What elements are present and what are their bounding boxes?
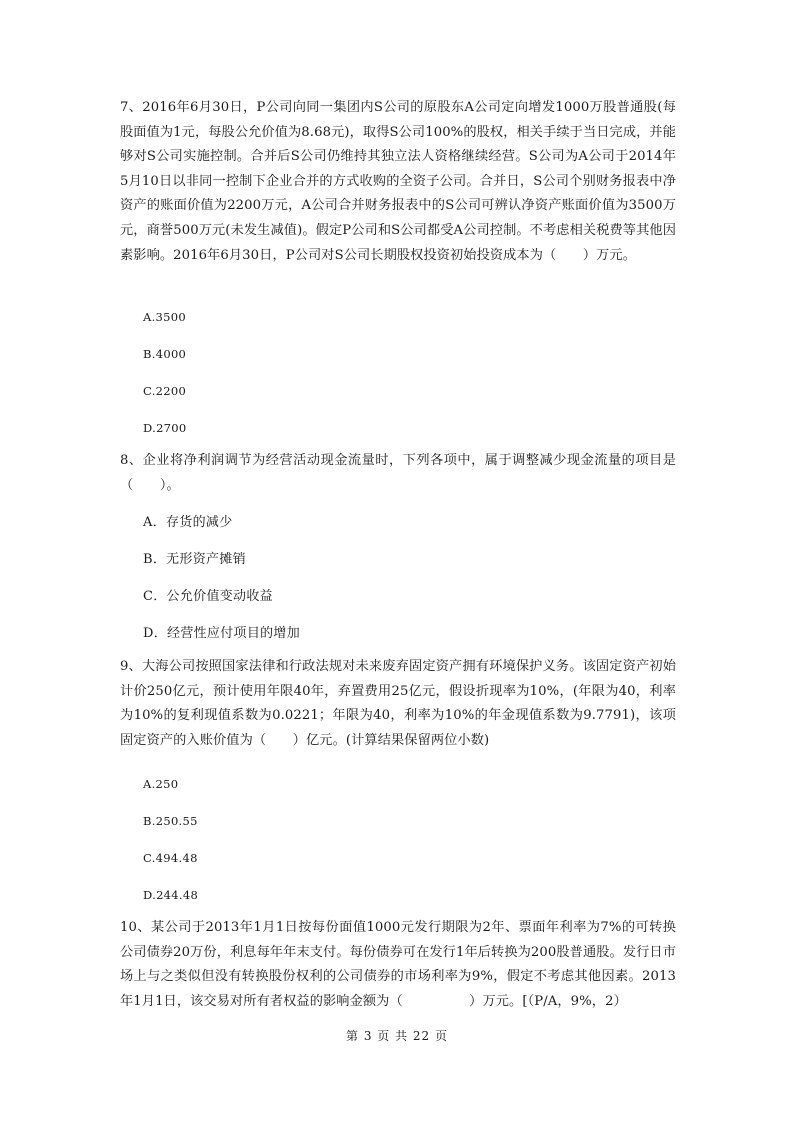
- question-9-option-c: C.494.48: [143, 851, 198, 865]
- question-7-text: 7、2016年6月30日，P公司向同一集团内S公司的原股东A公司定向增发1000万股普通股(每股面值为1元，每股公允价值为8.68元)，取得S公司100%的股权，相关手续于当日完成，并能够对S公司实施控制。合并后S公司仍维持其独立法人资格继续经营。S公司为A公司于2014年5月10日以非同一控制下企业合并的方式收购的全资子公司。合并日，S公司个别财务报表中净资产的账面价值为2200万元，A公司合并财务报表中的S公司可辨认净资产账面价值为3500万元，商誉500万元(未发生减值)。假定P公司和S公司都受A公司控制。不考虑相关税费等其他因素影响。2016年6月30日，P公司对S公司长期股权投资初始投资成本为（ ）万元。: [120, 100, 676, 263]
- question-9-text: 9、大海公司按照国家法律和行政法规对未来废弃固定资产拥有环境保护义务。该固定资产初始计价250亿元，预计使用年限40年，弃置费用25亿元，假设折现率为10%，(年限为40，利率为10%的复利现值系数为0.0221；年限为40，利率为10%的年金现值系数为9.7791)，该项固定资产的入账价值为（ ）亿元。(计算结果保留两位小数): [120, 659, 676, 748]
- question-8-text: 8、企业将净利润调节为经营活动现金流量时，下列各项中，属于调整减少现金流量的项目是（ ）。: [120, 453, 676, 493]
- question-7-option-d: D.2700: [143, 421, 187, 435]
- question-7-option-b: B.4000: [143, 347, 187, 361]
- question-8-option-b: B．无形资产摊销: [143, 552, 246, 567]
- question-9-option-d: D.244.48: [143, 888, 199, 902]
- page-footer: 第 3 页 共 22 页: [346, 1029, 448, 1043]
- question-8-option-a: A．存货的减少: [143, 515, 233, 530]
- question-8-option-d: D．经营性应付项目的增加: [143, 626, 301, 641]
- question-10-text: 10、某公司于2013年1月1日按每份面值1000元发行期限为2年、票面年利率为7%的可转换公司债券20万份，利息每年年末支付。每份债券可在发行1年后转换为200股普通股。发行日市场上与之类似但没有转换股份权利的公司债券的市场利率为9%，假定不考虑其他因素。2013年1月1日，该交易对所有者权益的影响金额为（ ）万元。[（P/A，9%，2）: [120, 920, 676, 1009]
- question-9-option-a: A.250: [143, 777, 179, 791]
- question-8-option-c: C．公允价值变动收益: [143, 589, 273, 604]
- question-7-option-c: C.2200: [143, 384, 187, 398]
- question-7-option-a: A.3500: [143, 310, 187, 324]
- question-9-option-b: B.250.55: [143, 814, 198, 828]
